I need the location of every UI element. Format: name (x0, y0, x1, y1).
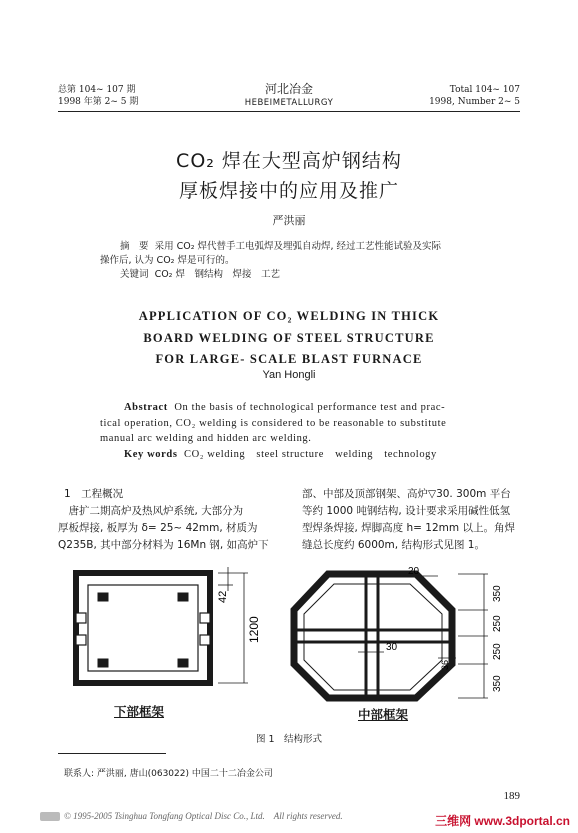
gusset (98, 593, 108, 601)
abstract-en (100, 400, 500, 462)
gusset (76, 613, 86, 623)
gusset (200, 635, 210, 645)
lower-dim-side: 1200 (247, 616, 261, 643)
author-en: Yan Hongli (262, 369, 316, 381)
figure-caption: 图 1 结构形式 (255, 734, 323, 745)
abstract-en-text-3: manual arc welding and hidden arc welding. (100, 433, 312, 444)
middle-dim-small: 36 (440, 659, 450, 670)
page-number: 189 (503, 790, 520, 802)
journal-issue-left (58, 84, 138, 108)
section1-left-line: 唐扩二期高炉及热风炉系统, 大部分为 (58, 505, 244, 517)
journal-name-en: HEBEIMETALLURGY (244, 98, 334, 108)
title-en-line2: BOARD WELDING OF STEEL STRUCTURE (143, 331, 435, 345)
footnote-rule (58, 753, 166, 754)
octagon-outer (294, 574, 452, 698)
middle-dim-side: 250 (492, 615, 503, 632)
abstract-zh (100, 240, 500, 282)
abstract-zh-text-2: 操作后, 认为 CO₂ 焊是可行的。 (100, 255, 235, 266)
section1-right-line: 缝总长度约 6000m, 结构形式见图 1。 (302, 539, 485, 551)
keywords-en-label: Key words (124, 448, 178, 460)
header-rule (58, 111, 520, 112)
author-zh: 严洪丽 (272, 214, 306, 227)
lower-frame-drawing (58, 555, 278, 725)
section1-heading: 1 工程概况 (64, 488, 124, 500)
footnote: 联系人: 严洪丽, 唐山(063022) 中国二十二冶金公司 (64, 769, 273, 779)
section1-right-column (302, 486, 524, 554)
section1-right-line: 型焊条焊接, 焊脚高度 h= 12mm 以上。角焊 (302, 522, 515, 534)
gusset (200, 613, 210, 623)
abstract-en-text-1: On the basis of technological performance test and prac- (174, 402, 446, 413)
issue-total-en: Total 104~ 107 (449, 85, 520, 95)
issue-year-en: 1998, Number 2~ 5 (429, 97, 520, 107)
copyright-line (40, 809, 343, 822)
title-zh-line1: CO₂ 焊在大型高炉钢结构 (176, 150, 402, 172)
lower-dim-top: 42 (217, 590, 229, 603)
title-en-line1: APPLICATION OF CO₂ WELDING IN THICK (138, 309, 440, 323)
abstract-zh-text-1: 采用 CO₂ 焊代替手工电弧焊及埋弧自动焊, 经过工艺性能试验及实际 (154, 241, 442, 252)
middle-frame-label: 中部框架 (358, 707, 409, 722)
issue-year-zh: 1998 年第 2~ 5 期 (58, 97, 139, 107)
issue-total-zh: 总第 104~ 107 期 (58, 85, 136, 95)
lower-frame-outer (76, 573, 210, 683)
journal-name (200, 82, 378, 109)
octagon-inner (304, 584, 442, 690)
gusset (178, 593, 188, 601)
keywords-en: CO₂ welding steel structure welding technology (183, 448, 437, 460)
gusset (178, 659, 188, 667)
journal-issue-right (429, 84, 520, 108)
section1-left-column (58, 486, 288, 554)
middle-dim-side: 350 (492, 585, 503, 602)
middle-dim-side: 350 (492, 675, 503, 692)
publisher-logo-icon (40, 812, 60, 821)
middle-dim-top: 20 (408, 566, 420, 577)
gusset (76, 635, 86, 645)
copyright-text: © 1995-2005 Tsinghua Tongfang Optical Disc Co., Ltd. All rights reserved. (64, 811, 343, 821)
lower-frame-label: 下部框架 (114, 704, 165, 719)
keywords-zh: CO₂ 焊 钢结构 焊接 工艺 (154, 269, 281, 280)
gusset (98, 659, 108, 667)
keywords-zh-label: 关键词 (120, 269, 149, 280)
section1-right-line: 部、中部及顶部钢架、高炉▽30. 300m 平台 (302, 488, 511, 500)
abstract-en-text-2: tical operation, CO₂ welding is considered to be reasonable to substitute (100, 417, 447, 429)
site-watermark: 三维网 www.3dportal.cn (435, 814, 570, 828)
middle-frame-drawing (288, 566, 513, 706)
title-en-line3: FOR LARGE- SCALE BLAST FURNACE (155, 352, 423, 366)
middle-dim-side: 250 (492, 643, 503, 660)
abstract-zh-label: 摘 要 (120, 241, 149, 252)
journal-name-zh: 河北冶金 (264, 82, 313, 96)
abstract-en-label: Abstract (124, 402, 168, 413)
middle-dim-mid: 30 (386, 642, 398, 653)
section1-left-line: 厚板焊接, 板厚为 δ= 25~ 42mm, 材质为 (58, 522, 258, 534)
section1-right-line: 等约 1000 吨钢结构, 设计要求采用碱性低氢 (302, 505, 511, 517)
section1-left-line: Q235B, 其中部分材料为 16Mn 钢, 如高炉下 (58, 539, 269, 551)
title-zh-line2: 厚板焊接中的应用及推广 (178, 180, 399, 202)
